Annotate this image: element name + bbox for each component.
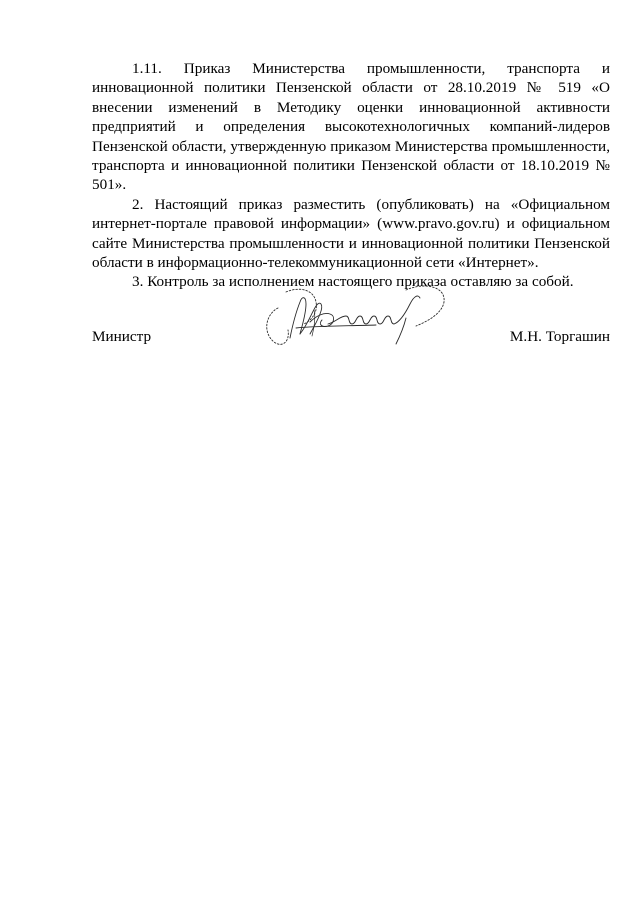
handwritten-signature-icon: [256, 282, 456, 354]
paragraph-1-11: 1.11. Приказ Министерства промышленности, транспорта и инновационной политики Пензенской области от 28.10.2019 № 519 «О внесении изменений в Методику оценки инновационной активности предприятий и определения высокотехнологичных компаний-лидеров Пензенской области, утвержденную приказом Министерства промышленности, транспорта и инновационной политики Пензенской области от 18.10.2019 № 501».: [92, 60, 610, 194]
document-body: [92, 59, 610, 292]
paragraph-2: 2. Настоящий приказ разместить (опубликовать) на «Официальном интернет-портале правовой информации» (www.pravo.gov.ru) и официальном сайте Министерства промышленности и инновационной политики Пензенской области в информационно-телекоммуникационной сети «Интернет».: [92, 195, 610, 272]
signatory-title: Министр: [92, 328, 152, 345]
signatory-name: М.Н. Торгашин: [509, 328, 610, 345]
paragraph-3: 3. Контроль за исполнением настоящего приказа оставляю за собой.: [132, 273, 574, 291]
